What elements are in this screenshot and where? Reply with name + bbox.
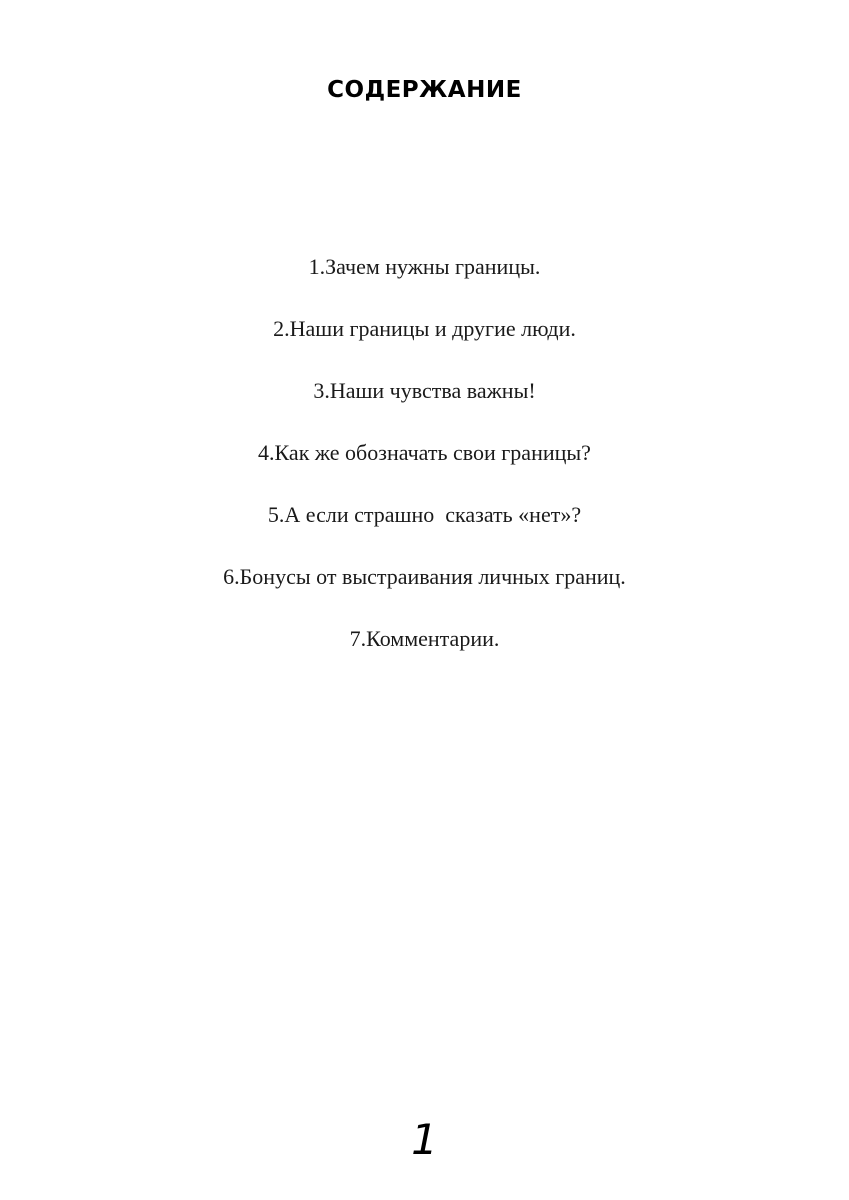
toc-item: 7.Комментарии. <box>349 626 500 651</box>
page-title: СОДЕРЖАНИЕ <box>327 77 522 103</box>
toc-item: 5.А если страшно сказать «нет»? <box>267 502 582 527</box>
toc-item: 6.Бонусы от выстраивания личных границ. <box>223 564 626 589</box>
toc-item: 1.Зачем нужны границы. <box>308 254 541 279</box>
toc-item: 3.Наши чувства важны! <box>313 378 536 403</box>
page-number: 1 <box>411 1115 438 1164</box>
toc-item: 2.Наши границы и другие люди. <box>273 316 576 341</box>
toc-item: 4.Как же обозначать свои границы? <box>258 440 591 465</box>
table-of-contents <box>0 247 849 681</box>
